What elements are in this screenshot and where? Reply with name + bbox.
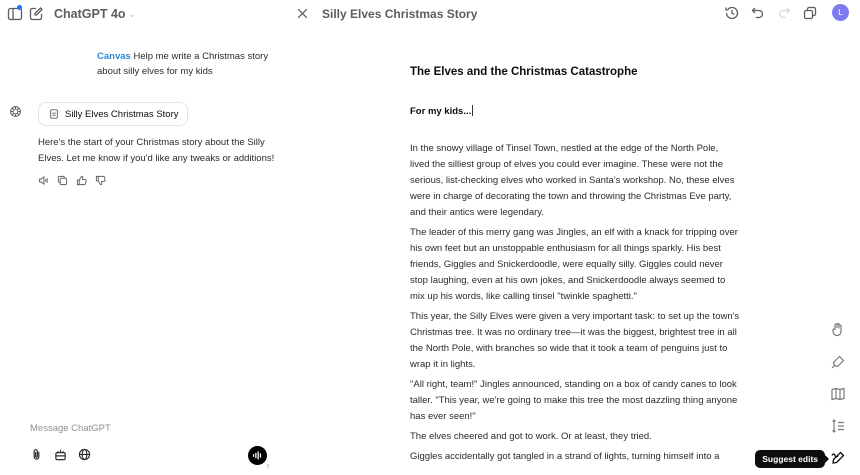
- subtitle-text: For my kids...: [410, 106, 472, 117]
- copy-document-icon[interactable]: [802, 5, 818, 21]
- assistant-message: Here's the start of your Christmas story about the Silly Elves. Let me know if you'd like any tweaks or additions!: [38, 137, 275, 164]
- notification-dot: [17, 5, 22, 10]
- add-emojis-icon[interactable]: [830, 322, 846, 338]
- paragraph: In the snowy village of Tinsel Town, nestled at the edge of the North Pole, lived the silliest group of elves you could ever imagine. These were not the serious, list-checking elves who worked in Santa's workshop. No, these elves were in charge of decorating the town and throwing the Christmas Eve party, and their antics were legendary.: [410, 143, 735, 218]
- help-button[interactable]: ?: [266, 465, 270, 471]
- canvas-header-actions: [724, 4, 860, 21]
- canvas-document[interactable]: [410, 66, 740, 469]
- chatgpt-logo-icon: [9, 105, 22, 118]
- reading-level-icon[interactable]: [830, 386, 846, 402]
- user-message-text: Help me write a Christmas story about silly elves for my kids: [97, 51, 269, 77]
- canvas-document-card[interactable]: [38, 102, 188, 126]
- new-chat-icon[interactable]: [28, 6, 44, 22]
- suggest-edits-tooltip: Suggest edits: [755, 450, 825, 468]
- document-icon: [49, 109, 59, 119]
- paragraph: The leader of this merry gang was Jingles, an elf with a knack for tripping over his own feet but an unstoppable enthusiasm for all things sparkly. His best friends, Giggles and Snickerdoodle, were equally silly. Giggles could never stop laughing, even at his own jokes, and Snickerdoodle always seemed to mix up his words, like calling tinsel "twinkle spaghetti.": [410, 227, 738, 302]
- add-final-polish-icon[interactable]: [830, 354, 846, 370]
- message-actions: [38, 175, 106, 186]
- paragraph: Giggles accidentally got tangled in a strand of lights, turning himself into a: [410, 451, 720, 462]
- chevron-down-icon: ⌄: [128, 8, 137, 19]
- version-history-icon[interactable]: [724, 5, 740, 21]
- thumbs-up-icon[interactable]: [76, 175, 87, 186]
- adjust-length-icon[interactable]: [830, 418, 846, 434]
- model-name: ChatGPT 4o: [54, 7, 126, 21]
- model-selector[interactable]: [54, 7, 136, 21]
- globe-icon[interactable]: [78, 448, 91, 461]
- undo-icon[interactable]: [750, 5, 766, 21]
- thumbs-down-icon[interactable]: [95, 175, 106, 186]
- paragraph: "All right, team!" Jingles announced, standing on a box of candy canes to look taller. "This year, we're going to make this tree the most dazzling thing anyone has ever seen!": [410, 379, 738, 422]
- tools-icon[interactable]: [54, 448, 67, 461]
- paragraph: The elves cheered and got to work. Or at least, they tried.: [410, 431, 652, 442]
- close-canvas-icon[interactable]: [296, 7, 309, 20]
- copy-icon[interactable]: [57, 175, 68, 186]
- user-avatar[interactable]: L: [832, 4, 849, 21]
- voice-waveform-icon: [252, 450, 263, 461]
- document-title: The Elves and the Christmas Catastrophe: [410, 66, 638, 78]
- user-message: [97, 49, 272, 79]
- voice-mode-button[interactable]: [248, 446, 267, 465]
- chat-panel: [0, 0, 290, 475]
- read-aloud-icon[interactable]: [38, 175, 49, 186]
- paragraph: This year, the Silly Elves were given a very important task: to set up the town's Christmas tree. It was no ordinary tree—it was the biggest, brightest tree in all the North Pole, with branches so wide that it took a team of penguins just to wrap it in lights.: [410, 311, 740, 370]
- message-input[interactable]: Message ChatGPT: [30, 423, 111, 434]
- attach-icon[interactable]: [30, 448, 43, 461]
- canvas-panel: [290, 0, 860, 475]
- document-card-label: Silly Elves Christmas Story: [65, 108, 179, 120]
- canvas-tag: Canvas: [97, 51, 131, 62]
- redo-icon[interactable]: [776, 5, 792, 21]
- canvas-tool-rail: [830, 322, 846, 466]
- composer-tools: [30, 448, 91, 461]
- text-cursor: [472, 105, 473, 116]
- canvas-title: Silly Elves Christmas Story: [322, 7, 478, 21]
- document-subtitle: [410, 105, 740, 117]
- suggest-edits-icon[interactable]: [830, 450, 846, 466]
- document-body: [410, 141, 740, 465]
